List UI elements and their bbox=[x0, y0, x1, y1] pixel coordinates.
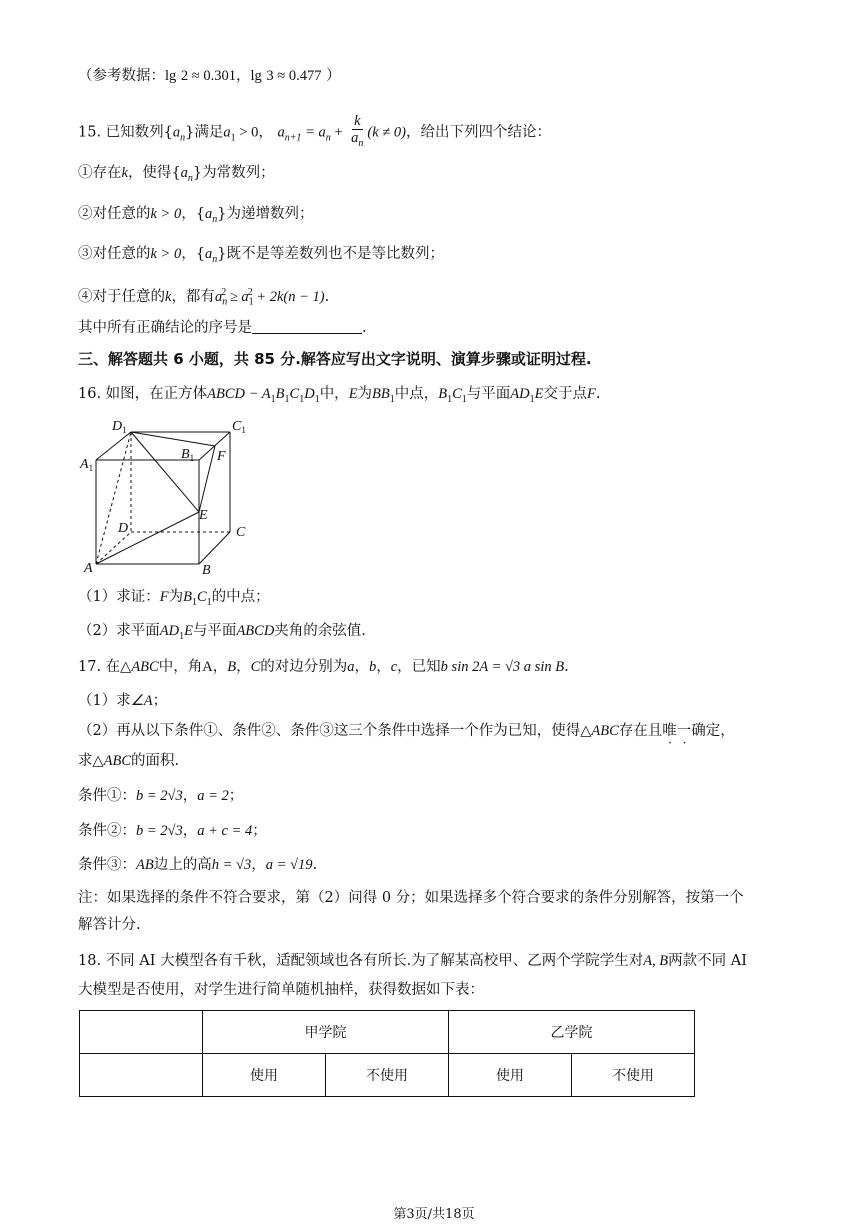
q16-part-2: （2）求平面$AD_1E$与平面ABCD夹角的余弦值. bbox=[78, 623, 366, 642]
q15-item-4: ④对于任意的k，都有$a_n^2 \ge a_1^2 + 2k(n - 1)$. bbox=[78, 287, 330, 308]
hidden-segment-ad1 bbox=[96, 432, 131, 564]
table-col-header: 使用 bbox=[203, 1054, 326, 1097]
label-f: F bbox=[217, 449, 226, 464]
q16-part-1: （1）求证：F为$B_1C_1$的中点； bbox=[78, 589, 270, 608]
condition-3: 条件③：AB边上的高h = √3，a = √19. bbox=[78, 857, 318, 873]
question-16-stem: 16. 如图，在正方体ABCD − $A_1B_1C_1D_1$中，E为$BB_1$中点，$B_1C_1$与平面$AD_1E$交于点F. bbox=[78, 386, 601, 405]
q17-part-2-cont: 求△ABC的面积. bbox=[78, 753, 180, 769]
note-line-1: 注：如果选择的条件不符合要求，第（2）问得 0 分；如果选择多个符合要求的条件分别解答，按第一个 bbox=[78, 890, 744, 906]
q15-item-3: ③对任意的k > 0，$\{a_n\}$既不是等差数列也不是等比数列； bbox=[78, 246, 444, 265]
note-line-2: 解答计分. bbox=[78, 917, 141, 933]
answer-blank[interactable] bbox=[252, 319, 362, 334]
condition-1: 条件①：b = 2√3，a = 2； bbox=[78, 788, 244, 804]
label-a: A bbox=[84, 561, 93, 576]
label-e: E bbox=[199, 508, 208, 523]
q15-item-1: ①存在k，使得$\{a_n\}$为常数列； bbox=[78, 165, 275, 184]
question-15-stem: 15. 已知数列$\{a_n\}$满足$a_1 > 0$， $a_{n+1} = a_n$ + $\frac{k}{a_n}$ (k ≠ 0)，给出下列四个结论： bbox=[78, 113, 551, 156]
table-cell-empty bbox=[80, 1011, 203, 1054]
table-col-header: 不使用 bbox=[326, 1054, 449, 1097]
label-b: B bbox=[202, 563, 211, 578]
q15-answer-line: 其中所有正确结论的序号是 . bbox=[78, 320, 367, 336]
hidden-edge-ad bbox=[96, 532, 131, 564]
question-18-stem: 18. 不同 AI 大模型各有千秋，适配领域也各有所长.为了解某高校甲、乙两个学院学生对A, B两款不同 AI bbox=[78, 953, 747, 969]
label-d1: $D_1$ bbox=[112, 419, 127, 435]
reference-data-line: （参考数据：lg 2 ≈ 0.301，lg 3 ≈ 0.477 ） bbox=[78, 68, 341, 84]
edge-bc bbox=[199, 532, 230, 564]
table-header-group-2: 乙学院 bbox=[449, 1011, 695, 1054]
data-table bbox=[79, 1010, 695, 1097]
page-footer: 第3页/共18页 bbox=[393, 1207, 475, 1222]
label-c: C bbox=[236, 525, 246, 540]
fraction-k-over-an: $\frac{k}{a_n}$ bbox=[351, 113, 364, 149]
table-col-header: 使用 bbox=[449, 1054, 572, 1097]
edge-a1d1 bbox=[96, 432, 131, 460]
label-c1: $C_1$ bbox=[232, 419, 246, 435]
segment-d1f bbox=[131, 432, 215, 446]
q17-part-1: （1）求∠A； bbox=[78, 693, 168, 709]
condition-2: 条件②：b = 2√3，a + c = 4； bbox=[78, 823, 267, 839]
segment-fe bbox=[199, 446, 215, 512]
question-18-stem-cont: 大模型是否使用，对学生进行简单随机抽样，获得数据如下表： bbox=[78, 982, 484, 998]
table-row bbox=[80, 1011, 695, 1054]
table-header-group-1: 甲学院 bbox=[203, 1011, 449, 1054]
label-b1: $B_1$ bbox=[181, 447, 195, 463]
label-a1: $A_1$ bbox=[80, 457, 94, 473]
table-row bbox=[80, 1054, 695, 1097]
question-17-stem: 17. 在△ABC中，角A，B，C的对边分别为a，b，c，已知b sin 2A = √3 a sin B. bbox=[78, 659, 569, 675]
cube-figure bbox=[78, 412, 258, 580]
table-cell-empty bbox=[80, 1054, 203, 1097]
q15-item-2: ②对任意的k > 0，$\{a_n\}$为递增数列； bbox=[78, 206, 314, 225]
section-3-heading: 三、解答题共 6 小题，共 85 分.解答应写出文字说明、演算步骤或证明过程. bbox=[78, 350, 592, 368]
q17-part-2: （2）再从以下条件①、条件②、条件③这三个条件中选择一个作为已知，使得△ABC存在且唯一确定， bbox=[78, 723, 735, 739]
segment-ae bbox=[96, 512, 199, 564]
table-col-header: 不使用 bbox=[572, 1054, 695, 1097]
label-d: D bbox=[118, 521, 129, 536]
segment-d1e bbox=[131, 432, 199, 512]
